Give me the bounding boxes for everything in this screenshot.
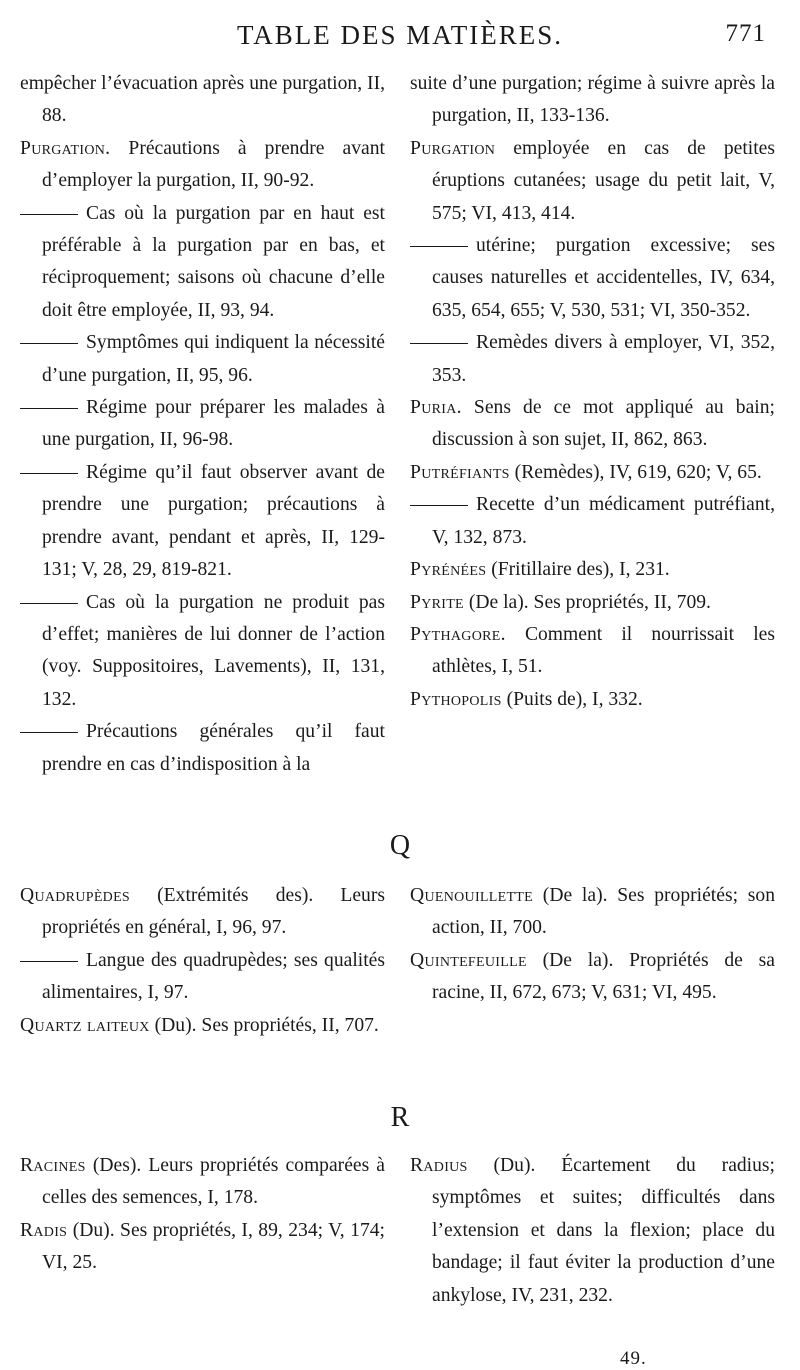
entry-headword: Purgation.	[20, 137, 111, 159]
entry-headword: Puria.	[410, 397, 462, 419]
entry-text: empêcher l’évacuation après une purgation, II, 88.	[20, 73, 385, 127]
ditto-dash	[20, 732, 78, 733]
entry-text: utérine; purgation excessive; ses causes naturelles et accidentelles, IV, 634, 635, 654, 655; V, 530, 531; VI, 350-352.	[432, 235, 775, 321]
entry-text: (Des). Leurs propriétés comparées à celles des semences, I, 178.	[42, 1155, 385, 1209]
entry-text: employée en cas de petites éruptions cutanées; usage du petit lait, V, 575; VI, 413, 414.	[432, 137, 775, 224]
p-left-column	[20, 68, 385, 781]
index-entry	[20, 198, 385, 328]
entry-headword: Putréfiants	[410, 461, 510, 483]
index-entry	[410, 1150, 775, 1312]
entry-headword: Radis	[20, 1219, 68, 1241]
index-entry	[20, 327, 385, 392]
entry-text: (De la). Ses propriétés, II, 709.	[468, 591, 711, 613]
r-right-column	[410, 1150, 775, 1312]
ditto-dash	[410, 246, 468, 247]
entry-headword: Pythagore.	[410, 623, 506, 645]
index-entry	[20, 68, 385, 133]
page-number: 771	[725, 20, 766, 47]
index-entry	[20, 880, 385, 945]
entry-text: Remèdes divers à employer, VI, 352, 353.	[432, 332, 775, 386]
entry-text: Cas où la purgation ne produit pas d’effet; manières de lui donner de l’action (voy. Suppositoires, Lavements), II, 131, 132.	[42, 591, 385, 710]
index-entry	[410, 880, 775, 945]
index-entry	[410, 327, 775, 392]
index-entry	[410, 684, 775, 716]
p-right-column	[410, 68, 775, 716]
entry-text: (Du). Ses propriétés, II, 707.	[154, 1014, 379, 1036]
entry-headword: Radius	[410, 1155, 468, 1176]
entry-text: (Remèdes), IV, 619, 620; V, 65.	[514, 461, 762, 483]
entry-headword: Purgation	[410, 137, 496, 159]
entry-headword: Racines	[20, 1155, 86, 1176]
running-title: TABLE DES MATIÈRES.	[236, 20, 564, 50]
entry-text: (Du). Ses propriétés, I, 89, 234; V, 174; VI, 25.	[42, 1219, 385, 1274]
entry-text: Précautions générales qu’il faut prendre en cas d’indisposition à la	[42, 721, 385, 775]
index-entry	[20, 1010, 385, 1042]
ditto-dash	[20, 343, 78, 344]
r-left-column	[20, 1150, 385, 1280]
entry-headword: Quenouillette	[410, 885, 534, 906]
entry-text: Cas où la purgation par en haut est préférable à la purgation par en bas, et réciproquement; saisons où chacune d’elle doit être employée, II, 93, 94.	[42, 202, 385, 321]
index-entry	[20, 587, 385, 717]
index-entry	[410, 554, 775, 586]
entry-text: (Fritillaire des), I, 231.	[491, 559, 670, 581]
ditto-dash	[20, 603, 78, 604]
index-entry	[410, 945, 775, 1010]
section-letter-r: R	[390, 1102, 410, 1133]
entry-text: suite d’une purgation; régime à suivre après la purgation, II, 133-136.	[410, 73, 775, 127]
entry-text: Langue des quadrupèdes; ses qualités alimentaires, I, 97.	[42, 949, 385, 1004]
index-entry	[20, 392, 385, 457]
index-entry	[410, 392, 775, 457]
index-entry	[20, 1150, 385, 1215]
entry-text: Régime qu’il faut observer avant de prendre une purgation; précautions à prendre avant, pendant et après, II, 129-131; V, 28, 29, 819-821.	[42, 461, 385, 581]
index-entry	[410, 619, 775, 684]
ditto-dash	[410, 343, 468, 344]
entry-text: (Extrémités des). Leurs propriétés en général, I, 96, 97.	[42, 885, 385, 939]
entry-headword: Quartz laiteux	[20, 1014, 150, 1036]
signature-mark: 49.	[620, 1348, 647, 1369]
entry-headword: Quadrupèdes	[20, 885, 131, 906]
index-entry	[410, 230, 775, 327]
index-entry	[410, 68, 775, 133]
entry-text: Sens de ce mot appliqué au bain; discussion à son sujet, II, 862, 863.	[432, 397, 775, 451]
entry-text: (Du). Écartement du radius; symptômes et suites; difficultés dans l’extension et dans la flexion; place du bandage; il faut éviter la production d’une ankylose, IV, 231, 232.	[432, 1155, 775, 1306]
index-entry	[20, 133, 385, 198]
entry-headword: Pyrénées	[410, 559, 487, 581]
q-left-column	[20, 880, 385, 1042]
index-entry	[20, 945, 385, 1010]
ditto-dash	[20, 961, 78, 962]
section-letter-q: Q	[389, 830, 411, 861]
entry-text: Symptômes qui indiquent la nécessité d’une purgation, II, 95, 96.	[42, 332, 385, 386]
entry-text: Comment il nourrissait les athlètes, I, 51.	[432, 623, 775, 678]
ditto-dash	[20, 473, 78, 474]
q-right-column	[410, 880, 775, 1010]
entry-text: Recette d’un médicament putréfiant, V, 132, 873.	[432, 494, 775, 548]
index-entry	[410, 133, 775, 230]
index-entry	[410, 587, 775, 619]
entry-headword: Quintefeuille	[410, 949, 527, 971]
entry-text: (Puits de), I, 332.	[506, 688, 643, 710]
entry-text: Précautions à prendre avant d’employer la purgation, II, 90-92.	[42, 137, 385, 192]
ditto-dash	[20, 408, 78, 409]
index-entry	[410, 457, 775, 489]
index-entry	[20, 716, 385, 781]
ditto-dash	[20, 214, 78, 215]
entry-text: Régime pour préparer les malades à une purgation, II, 96-98.	[42, 397, 385, 451]
index-entry	[20, 457, 385, 587]
index-entry	[410, 489, 775, 554]
entry-text: (De la). Propriétés de sa racine, II, 672, 673; V, 631; VI, 495.	[432, 949, 775, 1004]
entry-headword: Pythopolis	[410, 688, 502, 710]
entry-text: (De la). Ses propriétés; son action, II, 700.	[432, 885, 775, 939]
ditto-dash	[410, 505, 468, 506]
entry-headword: Pyrite	[410, 591, 464, 613]
index-entry	[20, 1215, 385, 1280]
